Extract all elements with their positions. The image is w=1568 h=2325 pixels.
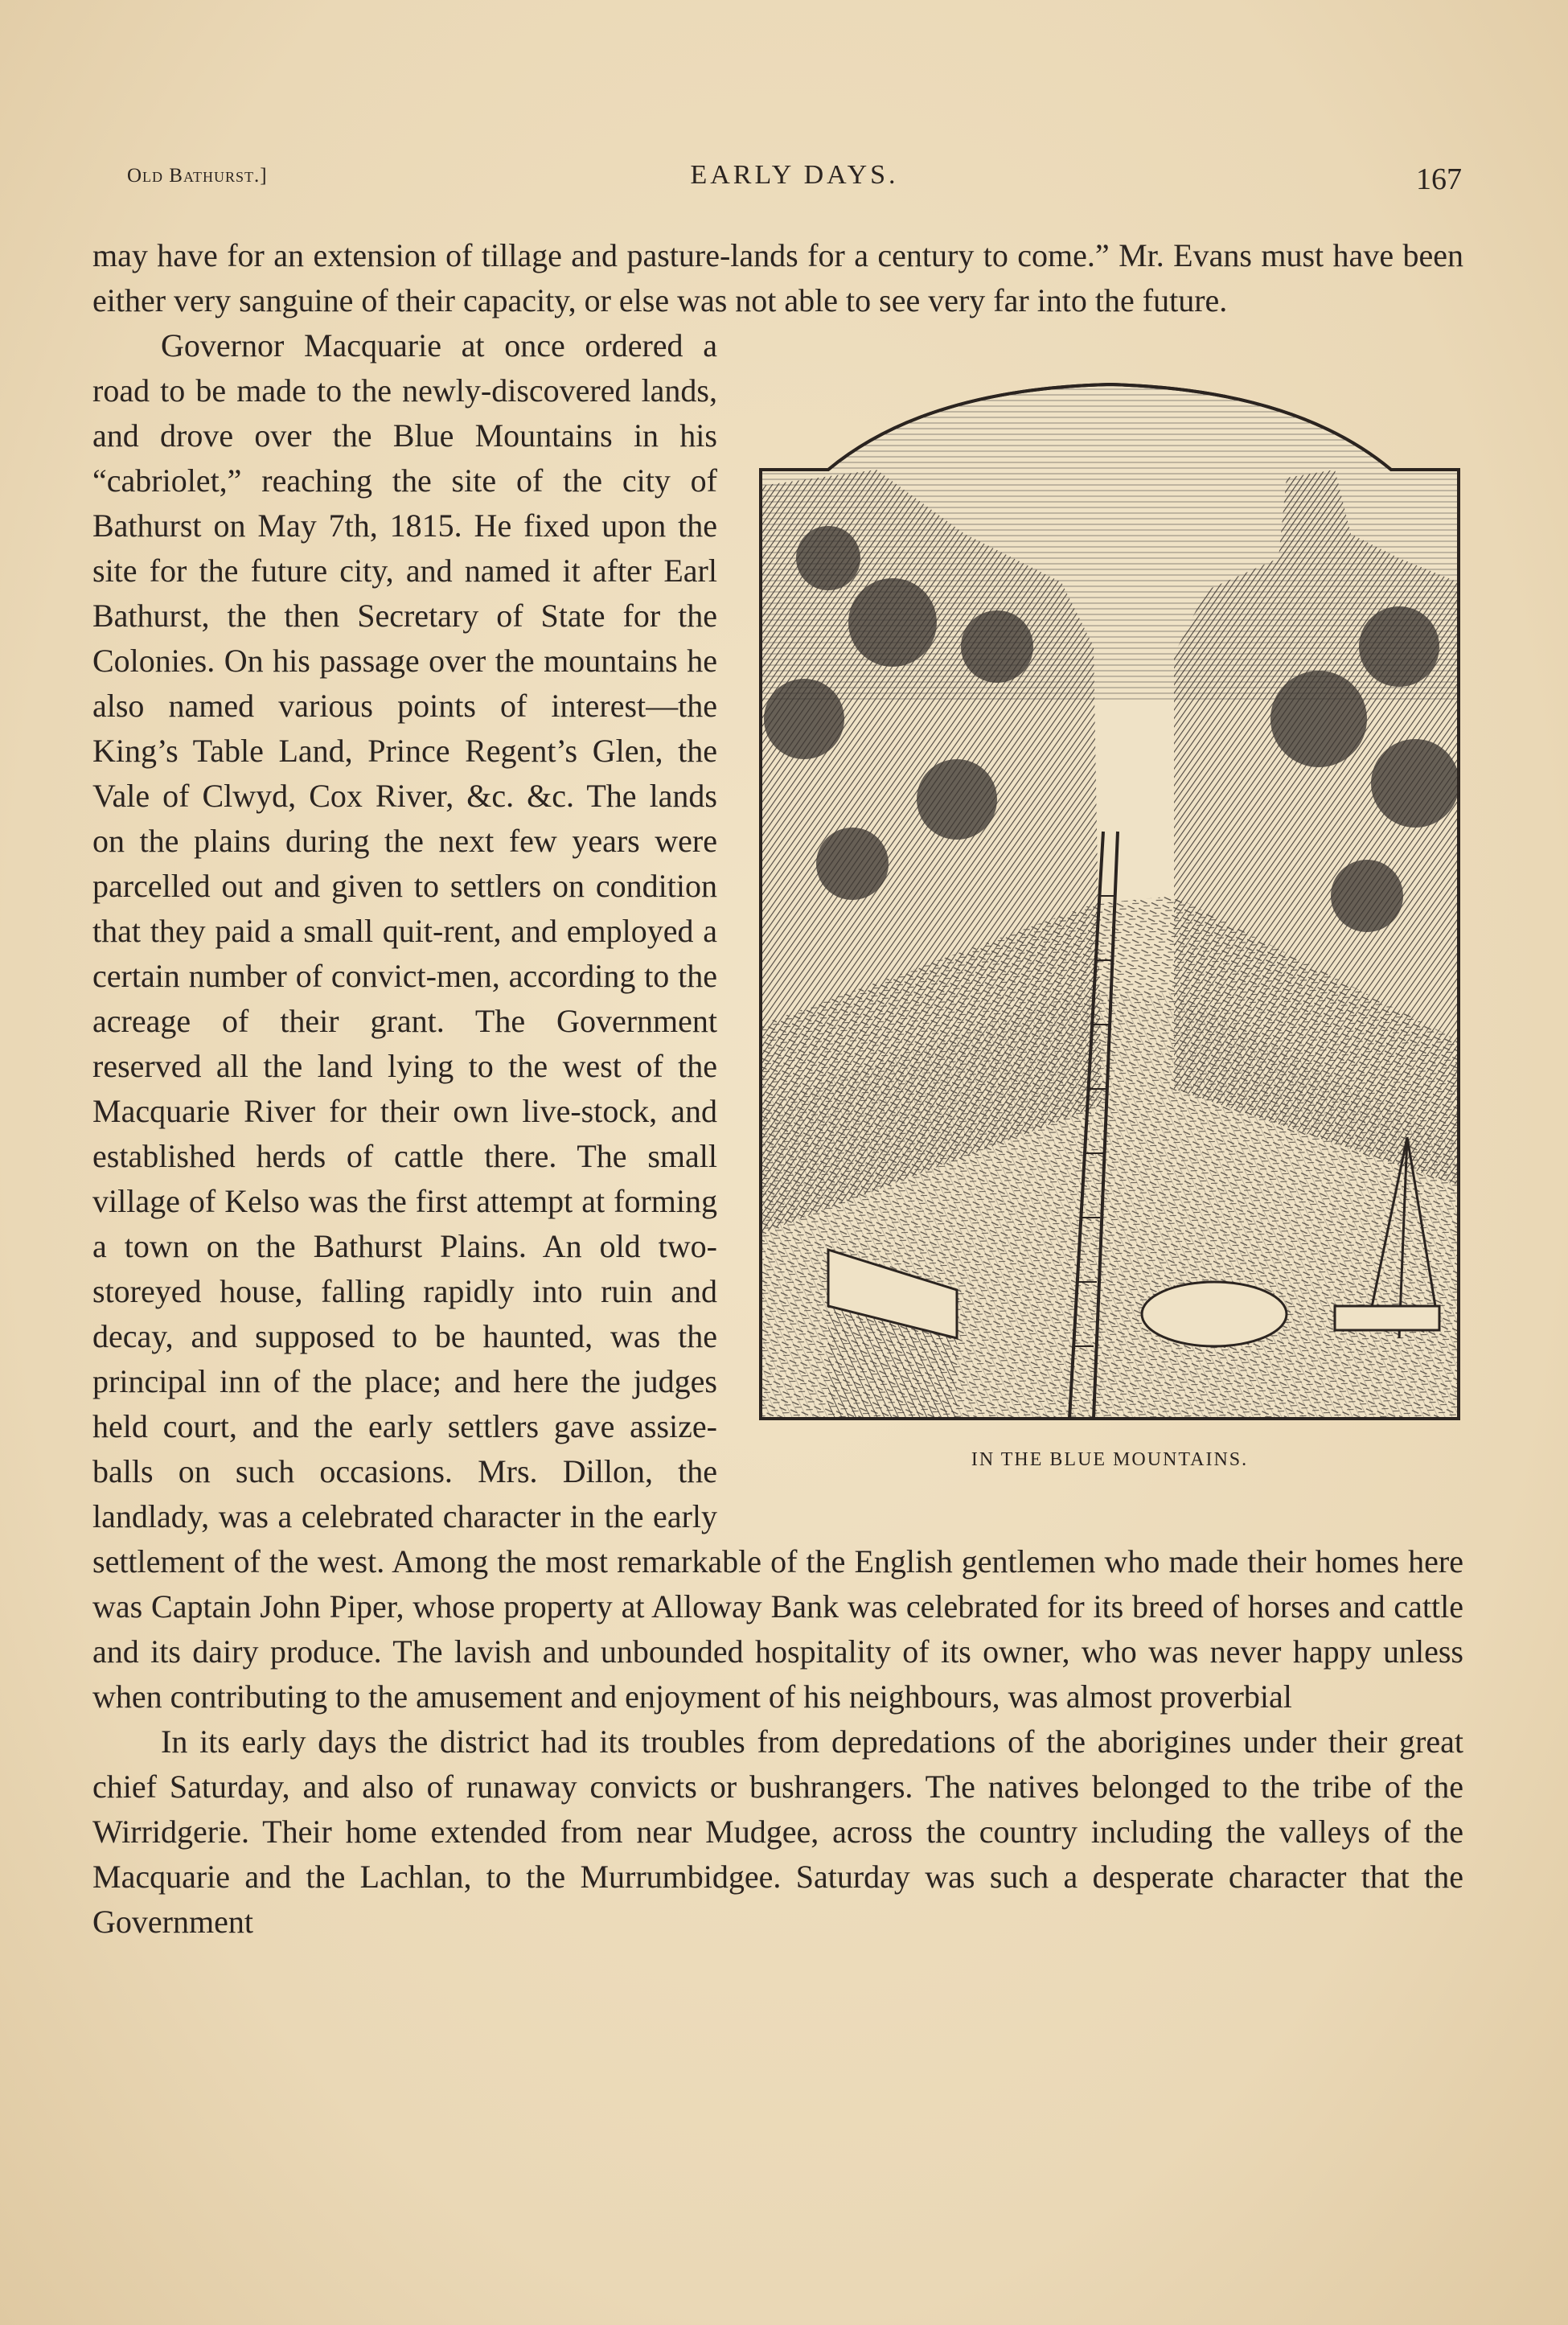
paragraph-2: Governor Macquarie at once ordered a road to be made to the newly-discovered lands, and drove over the Blue Mountains in his “cabriolet,” reaching the site of the city of Bathurst on May 7th, 1815. He fixed upon the site for the future city, and named it after Earl Bathurst, the then Secretary of State for the Colonies. On his passage over the mountains he also named various points of interest—the King’s Table Land, Prince Regent’s Glen, the Vale of Clwyd, Cox River, &c. &c. The lands on the plains during the next few years were parcelled out and given to settlers on condition that they paid a small quit-rent, and employed a certain number of convict-men, according to the acreage of their grant. The Government reserved all the land lying to the west of the Macquarie River for their own live-stock, and established herds of cattle there. The small village of Kelso was the first attempt at forming a town on the Bathurst Plains. An old two-storeyed house, falling rapidly into ruin and decay, and supposed to be haunted, was the principal inn of the place; and here the judges held court, and the early settlers gave assize-balls on such occasions. Mrs. Dillon, the landlady, was a celebrated character in the early settlement of the west. Among the most remarkable of the English gentlemen who made their homes here was Captain John Piper, whose property at Alloway Bank was celebrated for its breed of horses and cattle and its dairy produce. The lavish and unbounded hospitality of its owner, who was never happy unless when contributing to the amusement and enjoyment of his neighbours, was almost proverbial [92,327,1463,1715]
page-header [127,157,1462,205]
engraving-illustration [756,381,1463,1475]
paragraph-3: In its early days the district had its troubles from depredations of the aborigines under their great chief Saturday, and also of runaway convicts or bushrangers. The natives belonged to the tribe of the Wirridgerie. Their home extended from near Mudgee, across the country including the valleys of the Macquarie and the Lachlan, to the Murrumbidgee. Saturday was such a desperate character that the Government [92,1723,1463,1940]
page-number: 167 [1416,162,1462,196]
figure-blue-mountains [756,381,1463,1503]
section-title: EARLY DAYS. [690,160,899,190]
body-text [92,233,1463,1945]
paragraph-1: may have for an extension of tillage and pasture-lands for a century to come.” Mr. Evans must have been either very sanguine of their capacity, or else was not able to see very far into the future. [92,237,1463,318]
figure-caption: IN THE BLUE MOUNTAINS. [971,1449,1249,1470]
running-head: Old Bathurst.] [127,165,268,187]
